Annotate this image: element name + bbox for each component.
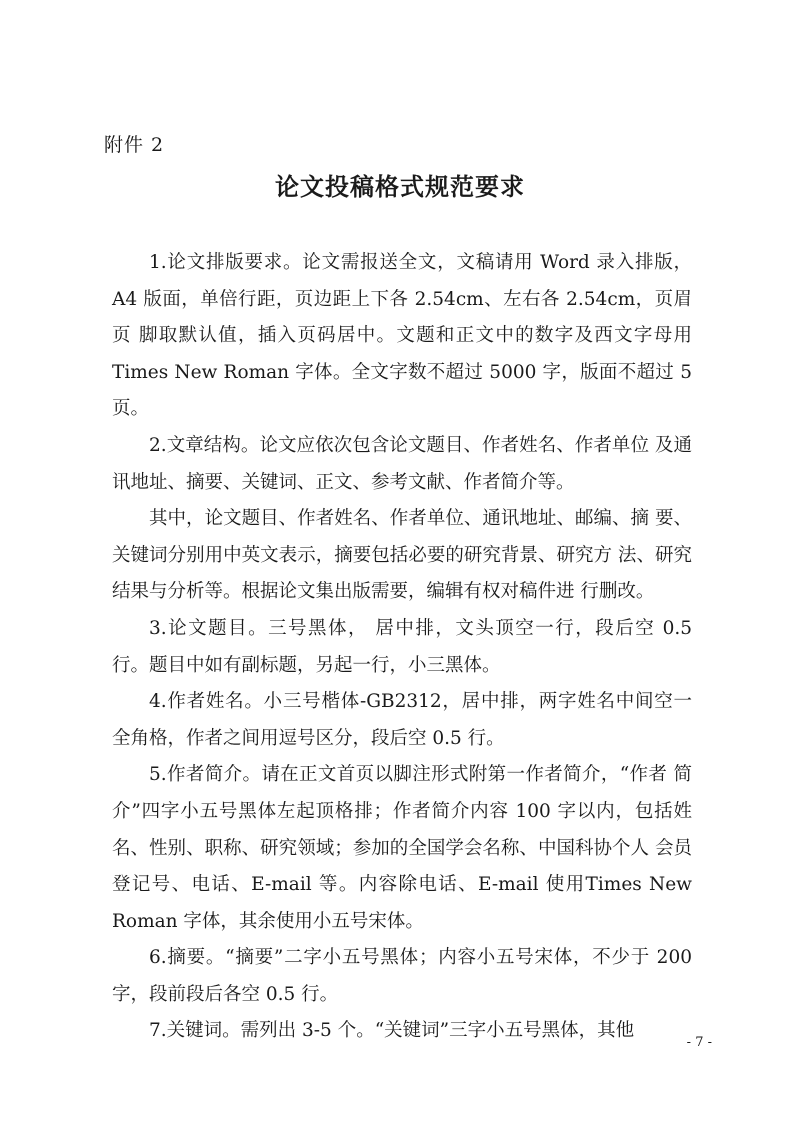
document-title: 论文投稿格式规范要求 [275,173,525,201]
paragraph-keywords: 7.关键词。需列出 3-5 个。“关键词”三字小五号黑体，其他 [149,1020,635,1042]
paragraph-layout-requirements: 1.论文排版要求。论文需报送全文，文稿请用 Word 录入排版，A4 版面，单倍行距，页边距上下各 2.54cm、左右各 2.54cm，页眉页 脚取默认值，插入页码居中。文题和正文中的数字及西文字母用 Times New Roman 字体。全文字数不超过 5000 字，版面不超过 5 页。 [112,252,692,420]
page-number: - 7 - [686,1035,712,1050]
document-body [112,245,692,1050]
paragraph-article-structure: 2.文章结构。论文应依次包含论文题目、作者姓名、作者单位 及通讯地址、摘要、关键词、正文、参考文献、作者简介等。 [112,434,692,493]
paragraph-abstract: 6.摘要。“摘要”二字小五号黑体；内容小五号宋体，不少于 200 字，段前段后各空 0.5 行。 [112,947,692,1005]
paragraph-bilingual-items: 其中，论文题目、作者姓名、作者单位、通讯地址、邮编、摘 要、关键词分别用中英文表示，摘要包括必要的研究背景、研究方 法、研究结果与分析等。根据论文集出版需要，编辑有权对稿件进 行删改。 [112,508,692,603]
paragraph-author-bio: 5.作者简介。请在正文首页以脚注形式附第一作者简介，“作者 简介”四字小五号黑体左起顶格排；作者简介内容 100 字以内，包括姓 名、性别、职称、研究领域；参加的全国学会名称、中国科协个人 会员登记号、电话、E-mail 等。内容除电话、E-mail 使用Times New Roman 字体，其余使用小五号宋体。 [112,764,692,932]
paragraph-paper-title: 3.论文题目。三号黑体， 居中排，文头顶空一行，段后空 0.5 行。题目中如有副标题，另起一行，小三黑体。 [112,617,692,676]
attachment-label: 附件 2 [104,134,165,156]
paragraph-author-name: 4.作者姓名。小三号楷体-GB2312，居中排，两字姓名中间空一 全角格，作者之间用逗号区分，段后空 0.5 行。 [112,691,692,749]
